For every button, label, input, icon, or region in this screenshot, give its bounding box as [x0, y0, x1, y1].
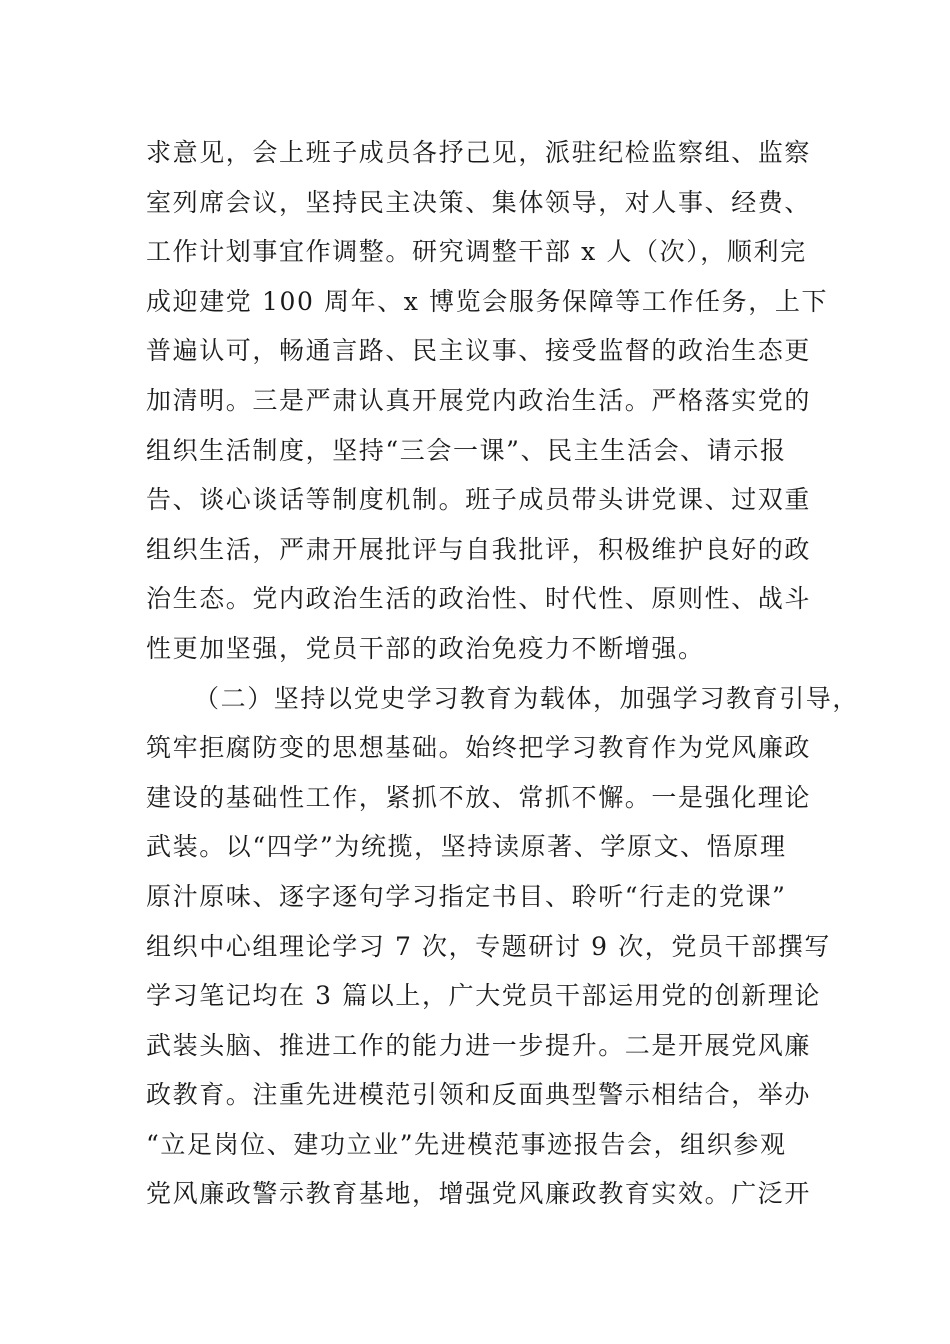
body-text [146, 128, 860, 1219]
text-line: 政教育。注重先进模范引领和反面典型警示相结合，举办 [146, 1080, 812, 1110]
text-line: 告、谈心谈话等制度机制。班子成员带头讲党课、过双重 [146, 485, 812, 515]
text-line: “立足岗位、建功立业”先进模范事迹报告会，组织参观 [146, 1129, 787, 1159]
text-line: 组织生活，严肃开展批评与自我批评，积极维护良好的政 [146, 534, 812, 564]
text-line: 原汁原味、逐字逐句学习指定书目、聆听“行走的党课” [146, 881, 787, 911]
text-line: 组织中心组理论学习 7 次，专题研讨 9 次，党员干部撰写 [146, 931, 832, 961]
text-line: 筑牢拒腐防变的思想基础。始终把学习教育作为党风廉政 [146, 733, 812, 763]
text-line: 室列席会议，坚持民主决策、集体领导，对人事、经费、 [146, 187, 812, 217]
section-heading-line: （二）坚持以党史学习教育为载体，加强学习教育引导， [194, 683, 860, 713]
text-line: 组织生活制度，坚持“三会一课”、民主生活会、请示报 [146, 435, 787, 465]
text-line: 治生态。党内政治生活的政治性、时代性、原则性、战斗 [146, 584, 812, 614]
text-line: 成迎建党 100 周年、x 博览会服务保障等工作任务，上下 [146, 286, 829, 316]
text-line: 武装头脑、推进工作的能力进一步提升。二是开展党风廉 [146, 1030, 812, 1060]
text-line: 武装。以“四学”为统揽，坚持读原著、学原文、悟原理 [146, 832, 787, 862]
text-line: 建设的基础性工作，紧抓不放、常抓不懈。一是强化理论 [146, 782, 812, 812]
text-line: 普遍认可，畅通言路、民主议事、接受监督的政治生态更 [146, 336, 812, 366]
text-line: 加清明。三是严肃认真开展党内政治生活。严格落实党的 [146, 385, 812, 415]
text-line: 党风廉政警示教育基地，增强党风廉政教育实效。广泛开 [146, 1179, 812, 1209]
text-line: 学习笔记均在 3 篇以上，广大党员干部运用党的创新理论 [146, 981, 822, 1011]
text-line: 工作计划事宜作调整。研究调整干部 x 人（次），顺利完 [146, 237, 807, 267]
text-line: 求意见，会上班子成员各抒己见，派驻纪检监察组、监察 [146, 138, 812, 167]
text-line: 性更加坚强，党员干部的政治免疫力不断增强。 [146, 633, 705, 663]
